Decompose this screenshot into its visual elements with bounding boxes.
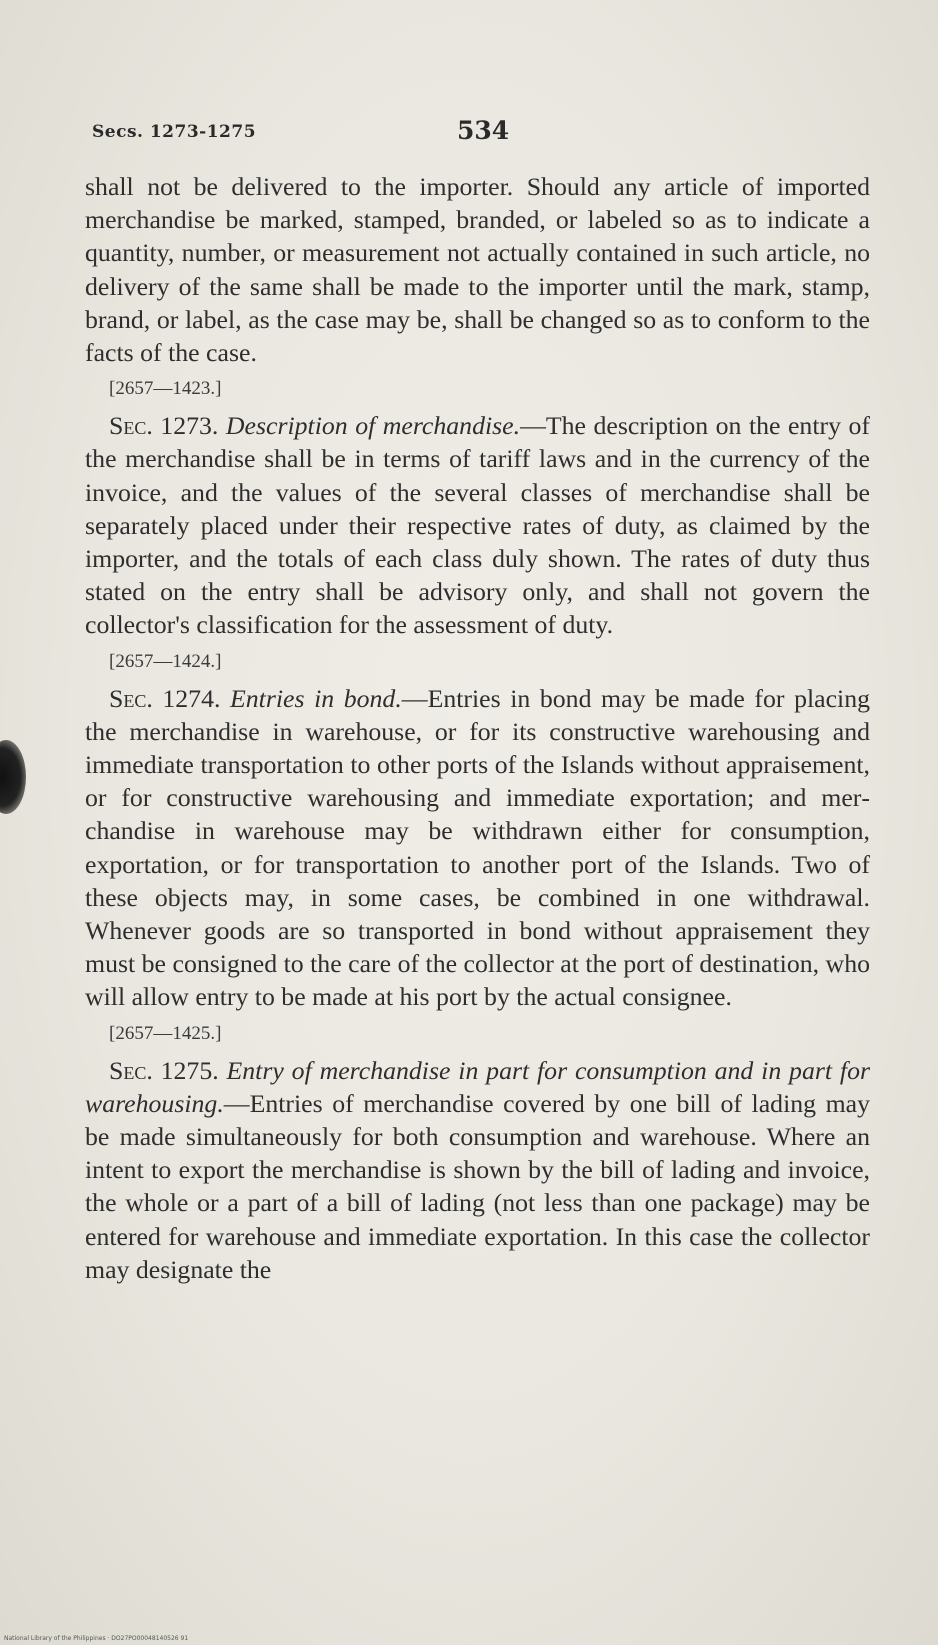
running-head-sections: Secs. 1273-1275 [92, 122, 257, 142]
page-header [92, 118, 872, 148]
section-1273 [85, 409, 870, 641]
section-1274 [85, 682, 870, 1014]
scan-smudge-mark [0, 740, 26, 814]
source-reference-1275: [2657—1425.] [109, 1022, 222, 1044]
digitization-footer: National Library of the Philippines · DO27PO00048140526 91 [4, 1635, 189, 1642]
section-text: —Entries of merchandise covered by one bill of lading may be made simultaneously for both consumption and warehouse. Where an intent to export the merchandise is shown by the bill of lading and invoice, the whole or a part of a bill of lading (not less than one package) may be entered for warehouse and immediate exportation. In this case the collector may designate the [85, 1088, 870, 1284]
section-title: Entries in bond. [230, 683, 402, 713]
page-body [85, 170, 870, 1286]
continuation-paragraph: shall not be delivered to the importer. Should any article of imported merchandise be marked, stamped, branded, or labeled so as to indicate a quantity, number, or measurement not actually contained in such article, no delivery of the same shall be made to the importer until the mark, stamp, brand, or label, as the case may be, shall be changed so as to conform to the facts of the case. [85, 172, 870, 368]
page-number: 534 [457, 116, 510, 145]
section-text: —Entries in bond may be made for placing the merchandise in warehouse, or for its constructive warehousing and immediate transportation to other ports of the Islands without appraisement, or for constructive warehousing and immediate exportation; and merchandise in warehouse may be withdrawn either for consumption, exportation, or for transportation to another port of the Islands. Two of these objects may, in some cases, be combined in one withdrawal. Whenever goods are so transported in bond without appraisement they must be consigned to the care of the collector at the port of destination, who will allow entry to be made at his port by the actual consignee. [85, 683, 870, 1012]
source-reference-1273: [2657—1423.] [109, 378, 222, 400]
section-title: Description of merchandise. [225, 411, 521, 441]
section-label: Sec. 1273. [109, 411, 219, 441]
section-label: Sec. 1274. [109, 683, 221, 713]
section-text: —The description on the entry of the merchandise shall be in terms of tariff laws and in the currency of the invoice, and the values of the several classes of merchandise shall be separately placed under their respective rates of duty, as claimed by the importer, and the totals of each class duly shown. The rates of duty thus stated on the entry shall be advisory only, and shall not govern the collector's classification for the assessment of duty. [85, 411, 870, 640]
source-reference-1274: [2657—1424.] [109, 650, 222, 672]
section-title: Entry of merchandise in part for consumption and in part for warehousing. [85, 1055, 871, 1118]
section-label: Sec. 1275. [109, 1055, 219, 1085]
section-1275 [85, 1054, 870, 1286]
